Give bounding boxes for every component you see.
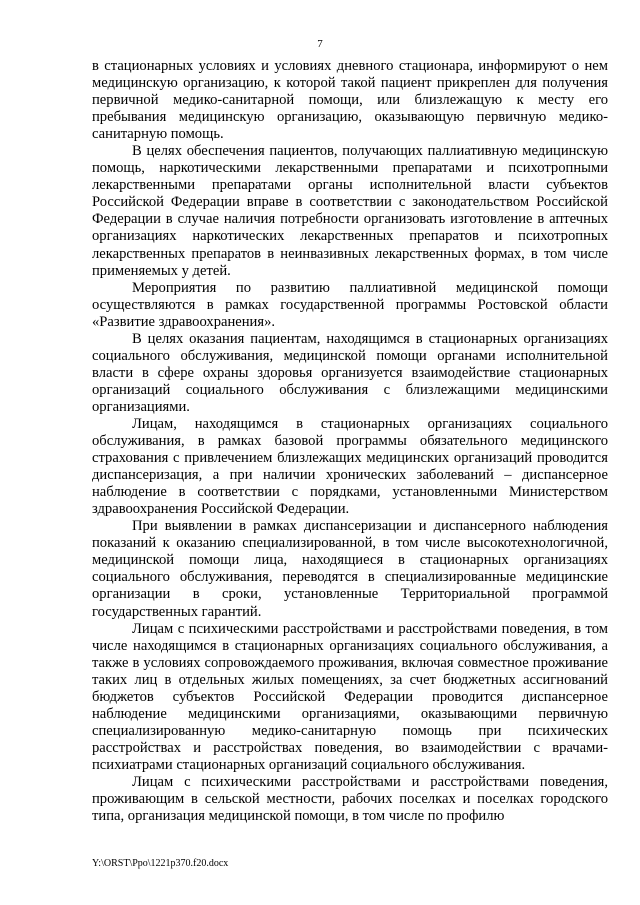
paragraph: В целях оказания пациентам, находящимся в стационарных организациях социального обслуживания, медицинской помощи органами исполнительной власти в сфере охраны здоровья организуется взаимодействие стационарных организаций социального обслуживания с близлежащими медицинскими организациями. — [92, 330, 608, 415]
page-number: 7 — [317, 38, 323, 50]
paragraph-continuation: в стационарных условиях и условиях дневного стационара, информируют о нем медицинскую организацию, к которой такой пациент прикреплен для получения первичной медико-санитарной помощи, или близлежащую к месту его пребывания медицинскую организацию, оказывающую первичную медико-санитарную помощь. — [92, 58, 608, 143]
file-path-footer: Y:\ORST\Ppo\1221p370.f20.docx — [92, 858, 229, 869]
document-body — [92, 58, 608, 825]
paragraph: Лицам с психическими расстройствами и расстройствами поведения, проживающим в сельской местности, рабочих поселках и поселках городского типа, организация медицинской помощи, в том числе по профилю — [92, 773, 608, 825]
paragraph: Лицам, находящимся в стационарных организациях социального обслуживания, в рамках базовой программы обязательного медицинского страхования с привлечением близлежащих медицинских организаций проводится диспансеризация, а при наличии хронических заболеваний – диспансерное наблюдение в соответствии с порядками, установленными Министерством здравоохранения Российской Федерации. — [92, 415, 608, 518]
paragraph: Мероприятия по развитию паллиативной медицинской помощи осуществляются в рамках государственной программы Ростовской области «Развитие здравоохранения». — [92, 279, 608, 330]
paragraph: Лицам с психическими расстройствами и расстройствами поведения, в том числе находящимся в стационарных организациях социального обслуживания, а также в условиях сопровождаемого проживания, включая совместное проживание таких лиц в отдельных жилых помещениях, за счет бюджетных ассигнований бюджетов субъектов Российской Федерации проводится диспансерное наблюдение медицинскими организациями, оказывающими первичную специализированную медико-санитарную помощь при психических расстройствах и расстройствах поведения, во взаимодействии с врачами-психиатрами стационарных организаций социального обслуживания. — [92, 620, 608, 773]
paragraph: При выявлении в рамках диспансеризации и диспансерного наблюдения показаний к оказанию специализированной, в том числе высокотехнологичной, медицинской помощи лица, находящиеся в стационарных организациях социального обслуживания, переводятся в специализированные медицинские организации в сроки, установленные Территориальной программой государственных гарантий. — [92, 518, 608, 620]
paragraph: В целях обеспечения пациентов, получающих паллиативную медицинскую помощь, наркотическими лекарственными препаратами и психотропными лекарственными препаратами органы исполнительной власти субъектов Российской Федерации вправе в соответствии с законодательством Российской Федерации в случае наличия потребности организовать изготовление в аптечных организациях наркотических лекарственных препаратов и психотропных лекарственных препаратов в неинвазивных лекарственных формах, в том числе применяемых у детей. — [92, 143, 608, 279]
